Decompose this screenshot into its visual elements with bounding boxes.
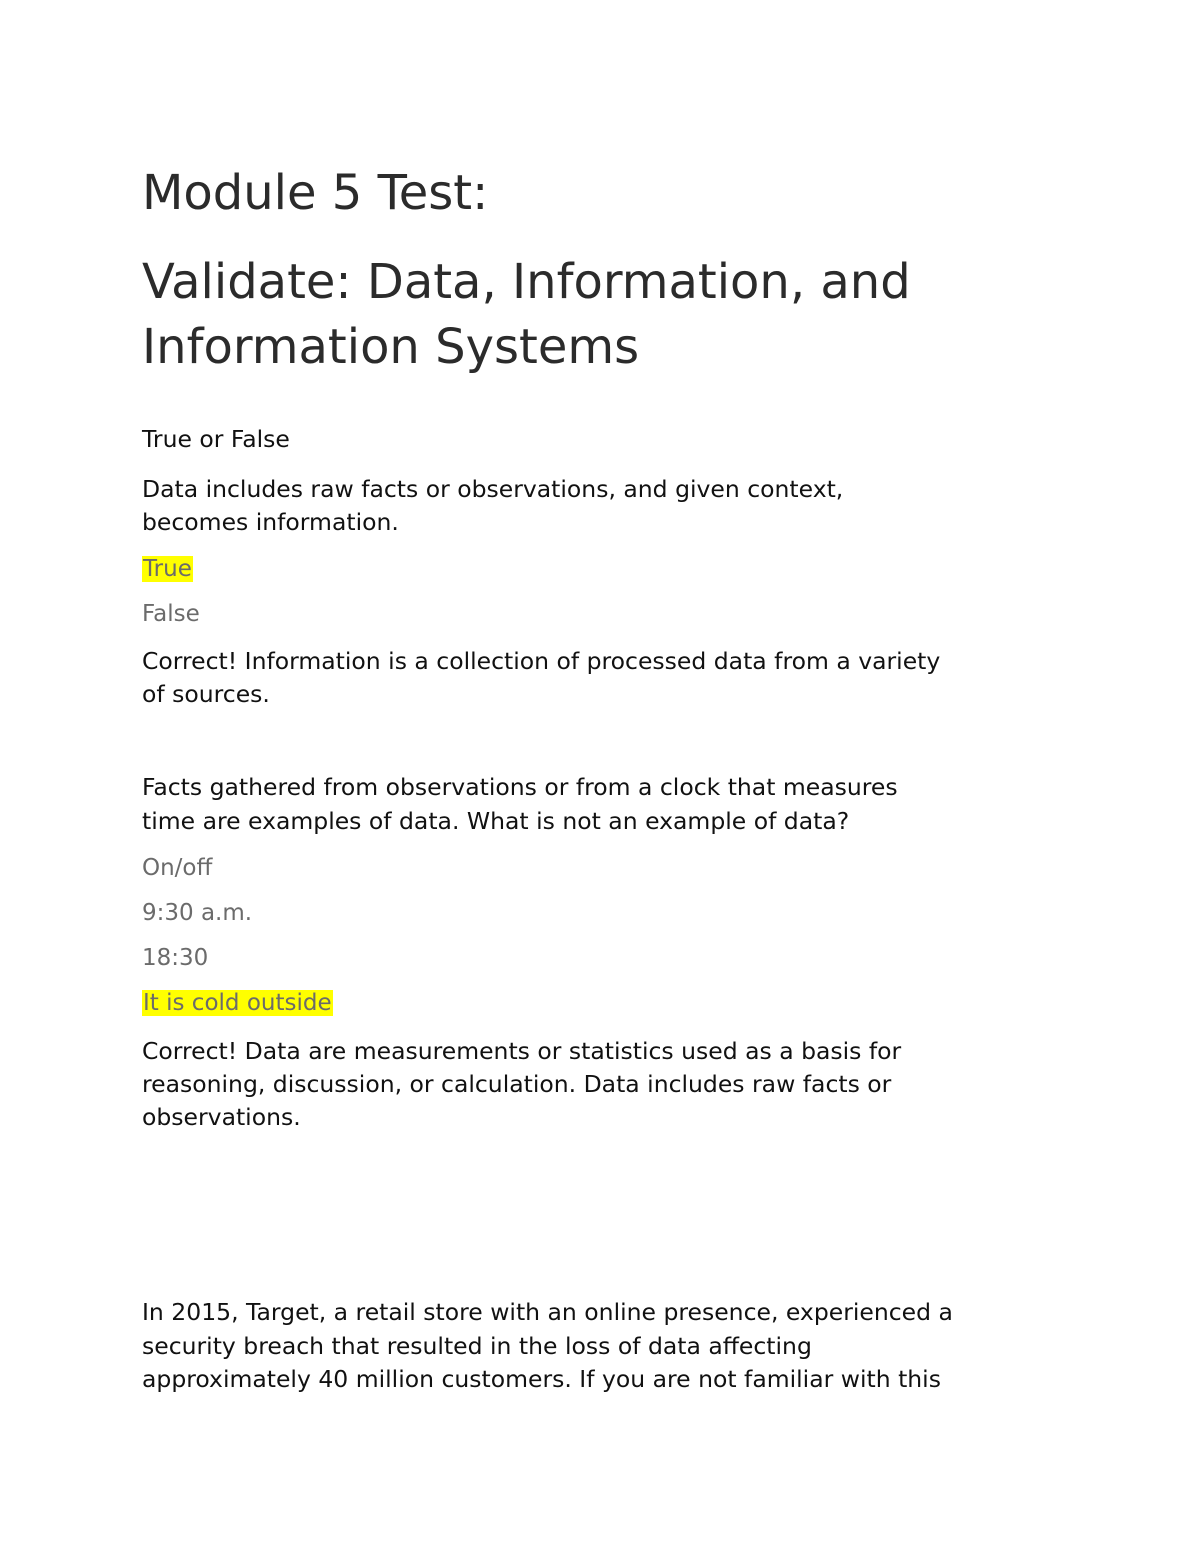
question-2-option-2[interactable]: 9:30 a.m. bbox=[142, 900, 253, 926]
page-title-line-1: Module 5 Test: bbox=[142, 165, 489, 221]
question-3-prompt-line-1: In 2015, Target, a retail store with an online presence, experienced a bbox=[142, 1298, 953, 1326]
section-label: True or False bbox=[142, 425, 290, 453]
question-2-option-3[interactable]: 18:30 bbox=[142, 945, 209, 971]
question-2-option-1[interactable]: On/off bbox=[142, 855, 213, 881]
question-2-option-4[interactable] bbox=[142, 988, 333, 1018]
question-2-prompt-line-1: Facts gathered from observations or from a clock that measures bbox=[142, 773, 898, 801]
question-2-feedback-line-3: observations. bbox=[142, 1103, 301, 1131]
question-3-prompt-line-3: approximately 40 million customers. If you are not familiar with this bbox=[142, 1365, 941, 1393]
question-1-feedback-line-1: Correct! Information is a collection of processed data from a variety bbox=[142, 647, 941, 675]
question-1-prompt-line-1: Data includes raw facts or observations, and given context, bbox=[142, 475, 844, 503]
question-2-feedback-line-2: reasoning, discussion, or calculation. Data includes raw facts or bbox=[142, 1070, 892, 1098]
question-1-feedback-line-2: of sources. bbox=[142, 680, 270, 708]
selected-option-highlight: It is cold outside bbox=[143, 990, 332, 1016]
question-2-feedback-line-1: Correct! Data are measurements or statistics used as a basis for bbox=[142, 1037, 902, 1065]
question-2-prompt-line-2: time are examples of data. What is not an example of data? bbox=[142, 807, 850, 835]
selected-option-highlight: True bbox=[143, 556, 192, 582]
page-title-line-2: Validate: Data, Information, and bbox=[142, 254, 911, 310]
question-1-option-true[interactable] bbox=[142, 554, 193, 584]
question-1-option-false[interactable]: False bbox=[142, 601, 200, 627]
question-3-prompt-line-2: security breach that resulted in the loss of data affecting bbox=[142, 1332, 812, 1360]
question-1-prompt-line-2: becomes information. bbox=[142, 508, 399, 536]
page-title-line-3: Information Systems bbox=[142, 319, 640, 375]
